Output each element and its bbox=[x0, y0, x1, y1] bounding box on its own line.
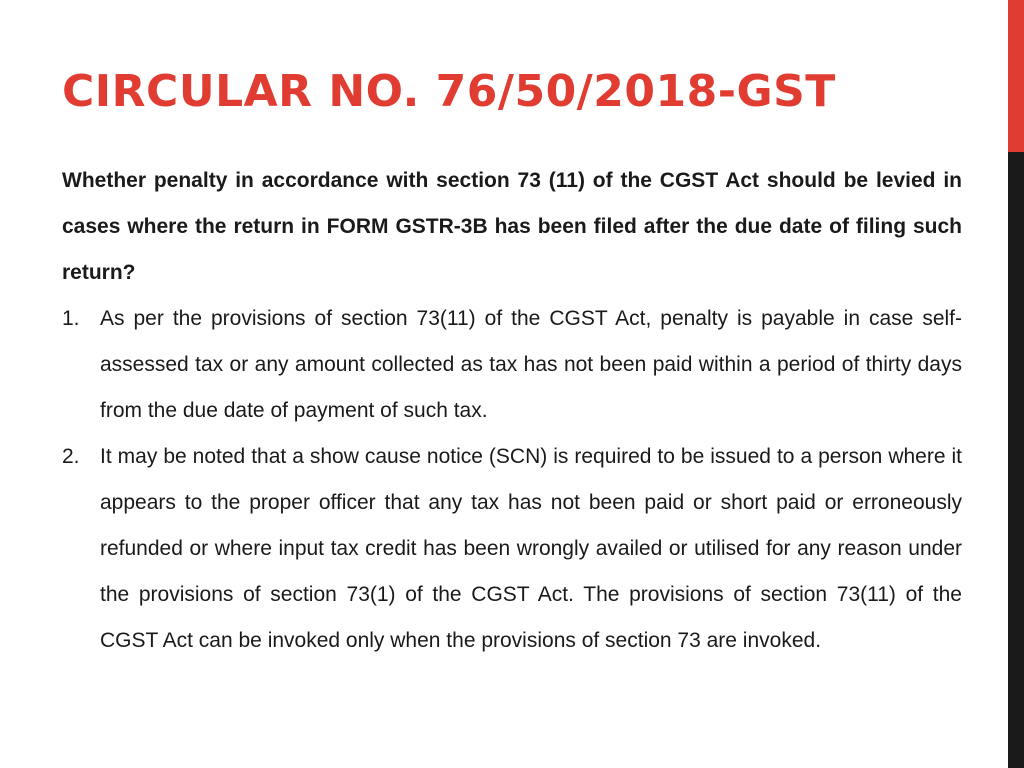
list-item bbox=[62, 296, 962, 434]
list-item-text: It may be noted that a show cause notice (SCN) is required to be issued to a person where it appears to the proper officer that any tax has not been paid or short paid or erroneously refunded or where input tax credit has been wrongly availed or utilised for any reason under the provisions of section 73(1) of the CGST Act. The provisions of section 73(11) of the CGST Act can be invoked only when the provisions of section 73 are invoked. bbox=[100, 445, 962, 652]
accent-bar-dark bbox=[1008, 152, 1024, 768]
list-item bbox=[62, 434, 962, 664]
slide-title: CIRCULAR NO. 76/50/2018-GST bbox=[62, 66, 836, 117]
list-item-number: 2. bbox=[62, 445, 80, 468]
question-text: Whether penalty in accordance with section 73 (11) of the CGST Act should be levied in cases where the return in FORM GSTR-3B has been filed after the due date of filing such return? bbox=[62, 169, 962, 284]
numbered-list bbox=[62, 296, 962, 664]
accent-bar-red bbox=[1008, 0, 1024, 152]
list-item-number: 1. bbox=[62, 307, 80, 330]
slide-body bbox=[62, 158, 962, 664]
list-item-text: As per the provisions of section 73(11) of the CGST Act, penalty is payable in case self-assessed tax or any amount collected as tax has not been paid within a period of thirty days from the due date of payment of such tax. bbox=[100, 307, 962, 422]
